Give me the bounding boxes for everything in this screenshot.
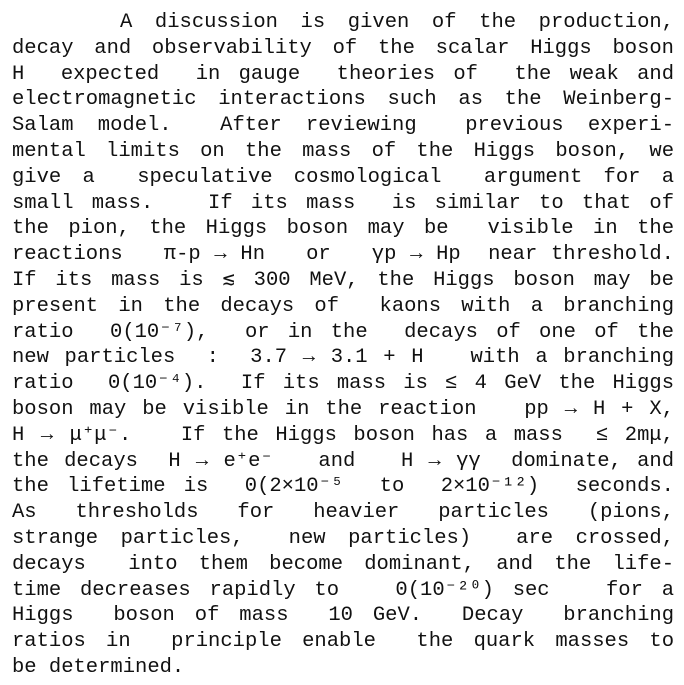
text-line: give a speculative cosmological argument for a <box>12 165 674 189</box>
text-line: As thresholds for heavier particles (pions, <box>12 501 674 525</box>
text-line: H → μ⁺μ⁻. If the Higgs boson has a mass ≤ 2mμ, <box>12 423 674 447</box>
text-line: the decays H → e⁺e⁻ and H → γγ dominate, and <box>12 449 674 473</box>
text-line: boson may be visible in the reaction pp → H + X, <box>12 397 674 421</box>
text-line: strange particles, new particles) are crossed, <box>12 526 674 550</box>
text-line: ratio 0(10⁻⁷), or in the decays of one of the <box>12 320 674 344</box>
text-line: Salam model. After reviewing previous experi- <box>12 114 674 138</box>
text-line: time decreases rapidly to 0(10⁻²⁰) sec for a <box>12 578 674 602</box>
text-line: small mass. If its mass is similar to that of <box>12 191 674 215</box>
text-line: ratios in principle enable the quark masses to <box>12 630 674 654</box>
text-line: H expected in gauge theories of the weak and <box>12 62 674 86</box>
text-line: ratio 0(10⁻⁴). If its mass is ≤ 4 GeV the Higgs <box>12 372 674 396</box>
text-line: decay and observability of the scalar Higgs boson <box>12 36 674 60</box>
abstract-text <box>12 10 674 681</box>
text-line: Higgs boson of mass 10 GeV. Decay branching <box>12 604 674 628</box>
text-line: present in the decays of kaons with a branching <box>12 294 674 318</box>
text-line: be determined. <box>12 655 185 679</box>
text-line: the pion, the Higgs boson may be visible in the <box>12 217 674 241</box>
text-line: mental limits on the mass of the Higgs boson, we <box>12 139 674 163</box>
text-line: A discussion is given of the production, <box>120 11 674 34</box>
text-line: new particles : 3.7 → 3.1 + H with a branching <box>12 346 674 370</box>
text-line: If its mass is ≲ 300 MeV, the Higgs boson may be <box>12 268 674 292</box>
text-line: reactions π-p → Hn or γp → Hp near threshold. <box>12 243 674 267</box>
text-line: electromagnetic interactions such as the Weinberg- <box>12 88 674 112</box>
text-line: decays into them become dominant, and the life- <box>12 552 674 576</box>
text-line: the lifetime is 0(2×10⁻⁵ to 2×10⁻¹²) seconds. <box>12 475 674 499</box>
